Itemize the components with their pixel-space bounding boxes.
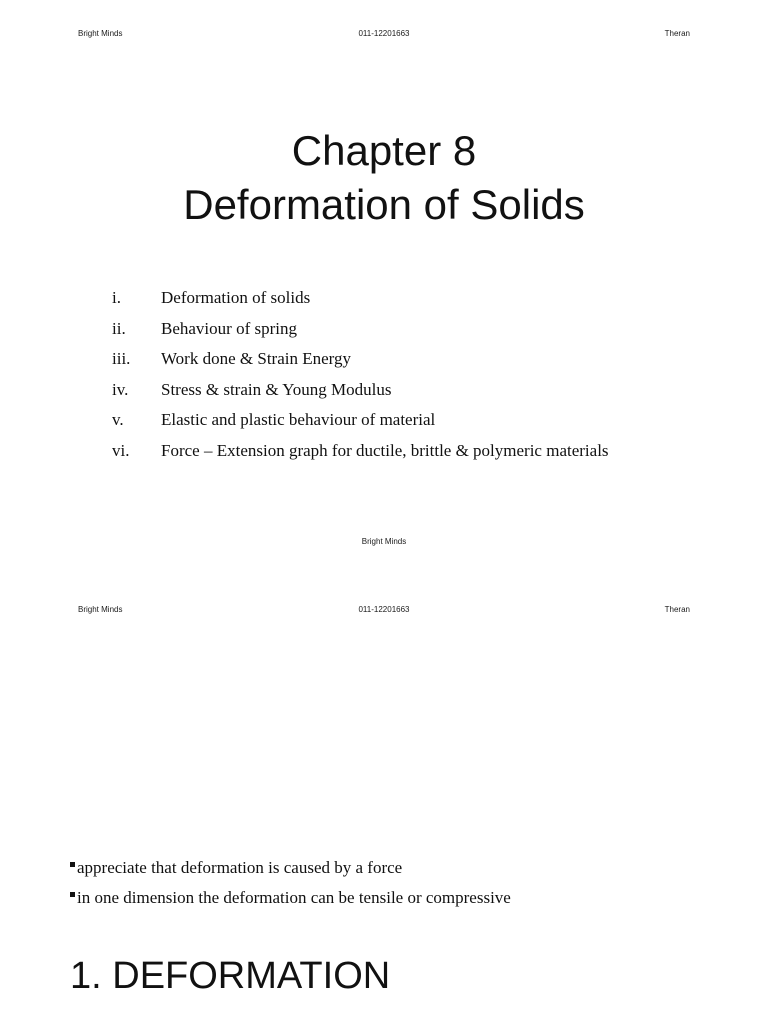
chapter-number: Chapter 8	[291, 127, 477, 174]
contents-item-number: iii.	[112, 349, 131, 368]
square-bullet-icon	[70, 892, 75, 897]
contents-item-text: Behaviour of spring	[161, 318, 297, 338]
chapter-name: Deformation of Solids	[183, 181, 585, 228]
contents-item-number: iv.	[112, 379, 129, 399]
objective-text: in one dimension the deformation can be tensile or compressive	[77, 888, 511, 907]
header-phone-number: 011-12201663	[358, 29, 410, 38]
contents-item-text: Deformation of solids	[161, 288, 311, 307]
contents-item-text: Force – Extension graph for ductile, brittle & polymeric materials	[161, 440, 609, 460]
header-left-text: Bright Minds	[78, 605, 123, 614]
page-2	[0, 590, 768, 1024]
contents-item	[112, 438, 632, 463]
contents-item	[112, 346, 632, 371]
page-header	[0, 605, 768, 619]
contents-item-text: Stress & strain & Young Modulus	[161, 379, 392, 399]
contents-item	[112, 407, 632, 432]
section-heading: 1. DEFORMATION	[70, 955, 391, 997]
contents-item-number: i.	[112, 288, 121, 307]
contents-item-number: v.	[112, 410, 124, 429]
page-footer: Bright Minds	[361, 537, 407, 546]
chapter-title	[0, 124, 768, 232]
header-phone-number: 011-12201663	[358, 605, 410, 614]
learning-objectives-list	[70, 856, 710, 916]
contents-item-number: vi.	[112, 440, 130, 460]
header-right-text: Theran	[664, 29, 690, 38]
contents-item	[112, 377, 632, 402]
contents-item	[112, 316, 632, 341]
objective-text: appreciate that deformation is caused by a force	[77, 858, 403, 877]
contents-item	[112, 285, 632, 310]
chapter-contents-list	[112, 285, 632, 468]
contents-item-text: Work done & Strain Energy	[161, 349, 352, 368]
contents-item-number: ii.	[112, 318, 126, 338]
contents-item-text: Elastic and plastic behaviour of material	[161, 410, 436, 429]
page-header	[0, 29, 768, 43]
objective-item	[70, 856, 710, 880]
header-left-text: Bright Minds	[78, 29, 123, 38]
objective-item	[70, 886, 710, 910]
header-right-text: Theran	[664, 605, 690, 614]
square-bullet-icon	[70, 862, 75, 867]
